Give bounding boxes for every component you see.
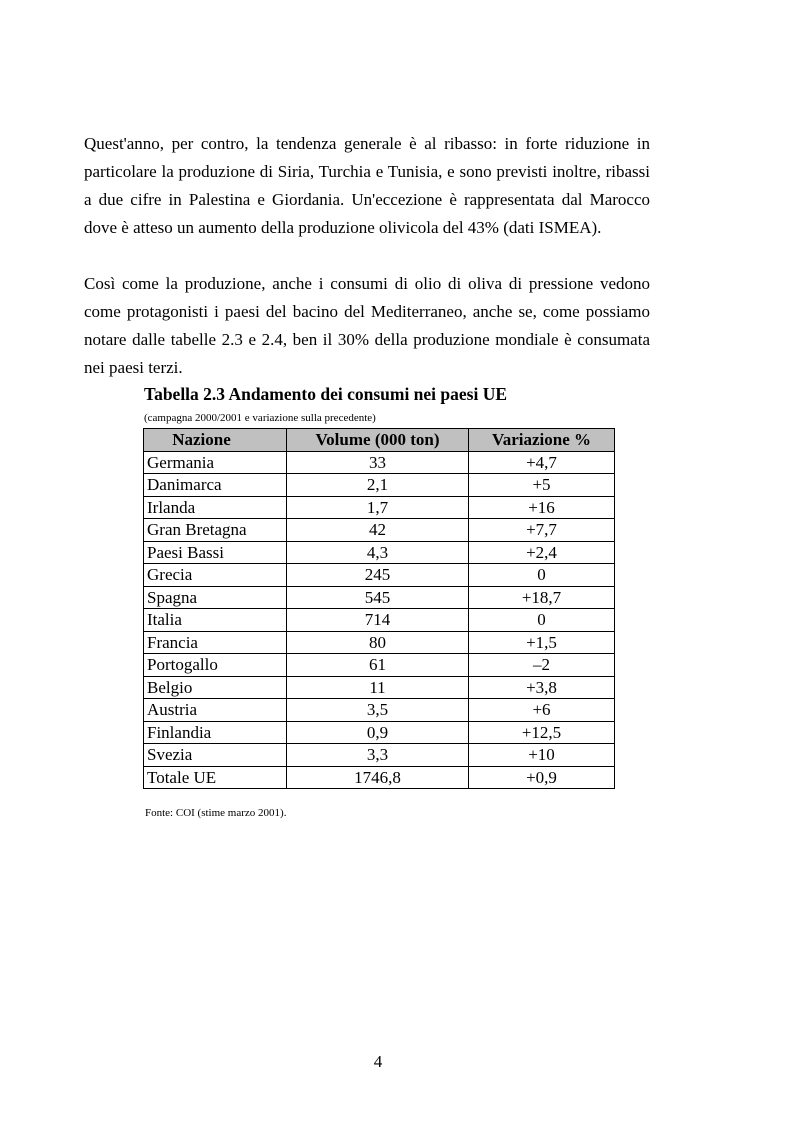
table-row — [144, 519, 615, 542]
table-source: Fonte: COI (stime marzo 2001). — [145, 807, 287, 819]
cell-volume: 0,9 — [287, 721, 469, 744]
cell-volume: 2,1 — [287, 474, 469, 497]
cell-volume: 61 — [287, 654, 469, 677]
header-nation: Nazione — [144, 429, 287, 452]
cell-volume: 1746,8 — [287, 766, 469, 789]
table-row — [144, 676, 615, 699]
header-variation: Variazione % — [469, 429, 615, 452]
cell-variation: +10 — [469, 744, 615, 767]
cell-nation: Portogallo — [144, 654, 287, 677]
cell-volume: 33 — [287, 451, 469, 474]
paragraph-2-text: Così come la produzione, anche i consumi di olio di oliva di pressione vedono come protagonisti i paesi del bacino del Mediterraneo, anche se, come possiamo notare dalle tabelle 2.3 e 2.4, ben il 30% della produzione mondiale è consumata nei paesi terzi. — [84, 274, 650, 377]
cell-nation: Finlandia — [144, 721, 287, 744]
cell-nation: Irlanda — [144, 496, 287, 519]
cell-volume: 3,5 — [287, 699, 469, 722]
cell-nation: Gran Bretagna — [144, 519, 287, 542]
table-row — [144, 766, 615, 789]
cell-nation: Belgio — [144, 676, 287, 699]
cell-nation: Grecia — [144, 564, 287, 587]
cell-volume: 714 — [287, 609, 469, 632]
table-row — [144, 699, 615, 722]
consumption-table — [143, 428, 615, 789]
table-row — [144, 721, 615, 744]
cell-variation: +18,7 — [469, 586, 615, 609]
table-row — [144, 474, 615, 497]
cell-nation: Italia — [144, 609, 287, 632]
cell-variation: +4,7 — [469, 451, 615, 474]
cell-nation: Spagna — [144, 586, 287, 609]
cell-variation: +6 — [469, 699, 615, 722]
cell-volume: 42 — [287, 519, 469, 542]
cell-nation: Totale UE — [144, 766, 287, 789]
cell-nation: Francia — [144, 631, 287, 654]
table-row — [144, 451, 615, 474]
cell-nation: Danimarca — [144, 474, 287, 497]
cell-variation: 0 — [469, 564, 615, 587]
cell-variation: +5 — [469, 474, 615, 497]
table-row — [144, 541, 615, 564]
cell-volume: 80 — [287, 631, 469, 654]
cell-variation: +12,5 — [469, 721, 615, 744]
table-row — [144, 654, 615, 677]
cell-nation: Paesi Bassi — [144, 541, 287, 564]
cell-nation: Svezia — [144, 744, 287, 767]
cell-nation: Germania — [144, 451, 287, 474]
header-volume: Volume (000 ton) — [287, 429, 469, 452]
cell-volume: 11 — [287, 676, 469, 699]
table-header-row — [144, 429, 615, 452]
cell-variation: +1,5 — [469, 631, 615, 654]
cell-variation: –2 — [469, 654, 615, 677]
cell-volume: 1,7 — [287, 496, 469, 519]
cell-variation: +2,4 — [469, 541, 615, 564]
table-row — [144, 631, 615, 654]
table-subtitle: (campagna 2000/2001 e variazione sulla precedente) — [144, 412, 376, 424]
table-body — [144, 451, 615, 789]
table-row — [144, 586, 615, 609]
table-row — [144, 744, 615, 767]
cell-volume: 4,3 — [287, 541, 469, 564]
cell-nation: Austria — [144, 699, 287, 722]
paragraph-1 — [84, 130, 650, 242]
cell-variation: 0 — [469, 609, 615, 632]
cell-variation: +0,9 — [469, 766, 615, 789]
cell-variation: +16 — [469, 496, 615, 519]
table-row — [144, 564, 615, 587]
page-number: 4 — [373, 1052, 383, 1071]
paragraph-1-text: Quest'anno, per contro, la tendenza generale è al ribasso: in forte riduzione in particolare la produzione di Siria, Turchia e Tunisia, e sono previsti inoltre, ribassi a due cifre in Palestina e Giordania. Un'eccezione è rappresentata dal Marocco dove è atteso un aumento della produzione olivicola del 43% (dati ISMEA). — [84, 134, 650, 237]
cell-variation: +7,7 — [469, 519, 615, 542]
cell-volume: 245 — [287, 564, 469, 587]
table-row — [144, 609, 615, 632]
cell-volume: 3,3 — [287, 744, 469, 767]
paragraph-2 — [84, 270, 650, 382]
cell-variation: +3,8 — [469, 676, 615, 699]
table-title: Tabella 2.3 Andamento dei consumi nei paesi UE — [144, 384, 508, 404]
table-row — [144, 496, 615, 519]
cell-volume: 545 — [287, 586, 469, 609]
